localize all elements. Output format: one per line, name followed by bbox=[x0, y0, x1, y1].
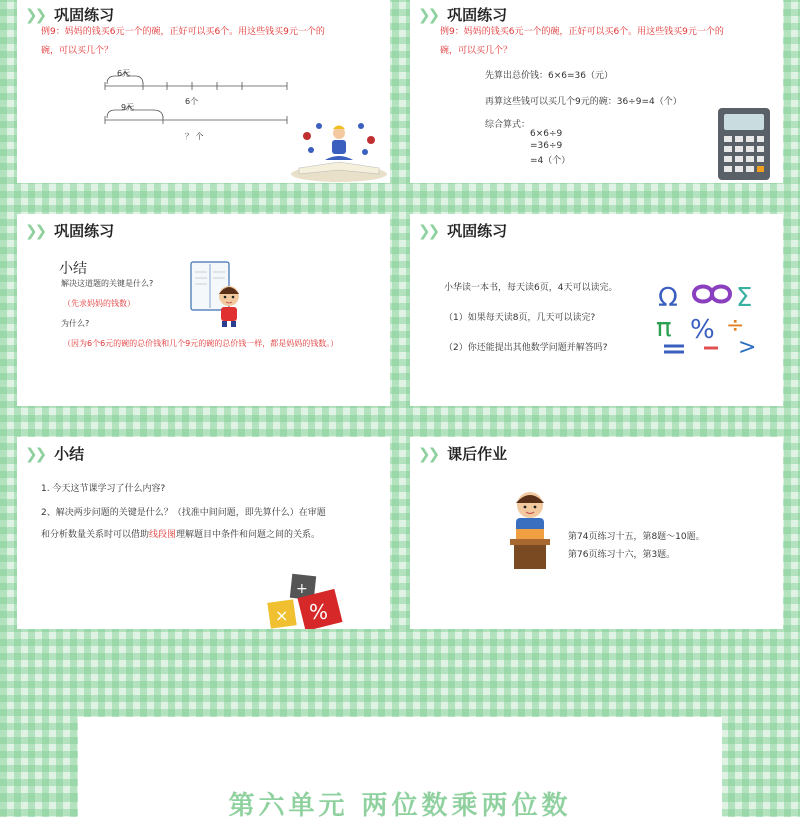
calc-line-2: =36÷9 bbox=[530, 141, 563, 151]
slide-header bbox=[25, 4, 114, 25]
question-2: （2）你还能提出其他数学问题并解答吗? bbox=[444, 343, 608, 353]
slide-title: 巩固练习 bbox=[447, 6, 508, 24]
example-line-1: 例9：妈妈的钱买6元一个的碗，正好可以买6个。用这些钱买9元一个的 bbox=[41, 27, 325, 37]
chapter-title: 第六单元 两位数乘两位数 bbox=[228, 791, 572, 817]
point-1: 1. 今天这节课学习了什么内容? bbox=[41, 484, 166, 494]
svg-text:π: π bbox=[656, 313, 672, 343]
slide-practice-1 bbox=[17, 0, 390, 183]
point-2: 2、解决两步问题的关键是什么？（找准中间问题，即先算什么）在审题 bbox=[41, 508, 326, 518]
slide-header bbox=[25, 220, 114, 241]
combined-label: 综合算式： bbox=[485, 120, 531, 130]
slide-title: 巩固练习 bbox=[54, 222, 115, 240]
svg-text:%: % bbox=[690, 315, 715, 345]
chevron-right-icon: ❯❯ bbox=[25, 5, 45, 24]
slide-practice-reading bbox=[410, 214, 783, 406]
calc-line-1: 6×6÷9 bbox=[530, 129, 563, 139]
slide-header bbox=[25, 443, 84, 464]
example-line-1: 例9：妈妈的钱买6元一个的碗，正好可以买6个。用这些钱买9元一个的 bbox=[440, 27, 724, 37]
point-3-start: 和分析数量关系时可以借助 bbox=[41, 530, 150, 540]
problem-statement: 小华读一本书，每天读6页，4天可以读完。 bbox=[444, 283, 618, 293]
slide-summary bbox=[17, 437, 390, 629]
calc-line-3: =4（个） bbox=[530, 156, 571, 166]
question-1: （1）如果每天读8页，几天可以读完? bbox=[444, 313, 596, 323]
question-1: 解决这道题的关键是什么? bbox=[61, 279, 154, 288]
example-line-2: 碗，可以买几个？ bbox=[440, 46, 513, 56]
svg-text:Ω: Ω bbox=[658, 283, 678, 313]
slide-title: 巩固练习 bbox=[447, 222, 508, 240]
slide-title: 课后作业 bbox=[447, 445, 508, 463]
reading-kid-illustration bbox=[289, 118, 389, 183]
homework-item-1: 第74页练习十五，第8题～10题。 bbox=[568, 532, 705, 542]
boy-with-book-illustration bbox=[189, 260, 245, 328]
example-line-2: 碗，可以买几个？ bbox=[41, 46, 114, 56]
point-3 bbox=[41, 527, 320, 540]
segment-label-9yuan: 9元 bbox=[121, 103, 135, 112]
slide-chapter-cover bbox=[78, 717, 722, 817]
answer-2: （因为6个6元的碗的总价钱和几个9元的碗的总价钱一样，都是妈妈的钱数。） bbox=[63, 339, 339, 348]
slide-title: 小结 bbox=[54, 445, 85, 463]
slide-practice-2 bbox=[410, 0, 783, 183]
chevron-right-icon: ❯❯ bbox=[418, 444, 438, 463]
svg-text:÷: ÷ bbox=[726, 313, 745, 338]
segment-count-unknown: ？ 个 bbox=[185, 132, 204, 141]
highlight-line-diagram: 线段图 bbox=[149, 530, 177, 540]
step-1: 先算出总价钱：6×6=36（元） bbox=[485, 71, 613, 81]
slide-title: 巩固练习 bbox=[54, 6, 115, 24]
chevron-right-icon: ❯❯ bbox=[25, 444, 45, 463]
answer-1: （先求妈妈的钱数） bbox=[63, 299, 135, 308]
svg-text:>: > bbox=[738, 335, 757, 356]
svg-text:Σ: Σ bbox=[736, 283, 753, 313]
slide-header bbox=[418, 4, 507, 25]
math-dice-illustration bbox=[265, 571, 351, 629]
slide-header bbox=[418, 220, 507, 241]
slide-homework bbox=[410, 437, 783, 629]
slide-header bbox=[418, 443, 507, 464]
segment-label-6yuan: 6元 bbox=[117, 69, 131, 78]
segment-count-6: 6个 bbox=[185, 97, 199, 106]
svg-text:×: × bbox=[275, 606, 289, 625]
point-3-end: 理解题目中条件和问题之间的关系。 bbox=[176, 530, 321, 540]
subtitle: 小结 bbox=[59, 261, 87, 277]
math-symbols-illustration bbox=[654, 276, 764, 356]
chevron-right-icon: ❯❯ bbox=[418, 5, 438, 24]
chevron-right-icon: ❯❯ bbox=[418, 221, 438, 240]
chevron-right-icon: ❯❯ bbox=[25, 221, 45, 240]
svg-text:%: % bbox=[309, 600, 329, 624]
slide-practice-summary bbox=[17, 214, 390, 406]
homework-item-2: 第76页练习十六，第3题。 bbox=[568, 550, 676, 560]
question-2: 为什么? bbox=[61, 319, 90, 328]
step-2: 再算这些钱可以买几个9元的碗：36÷9=4（个） bbox=[485, 97, 682, 107]
svg-text:+: + bbox=[296, 581, 308, 597]
calculator-icon bbox=[716, 106, 772, 182]
boy-at-desk-illustration bbox=[502, 489, 558, 571]
